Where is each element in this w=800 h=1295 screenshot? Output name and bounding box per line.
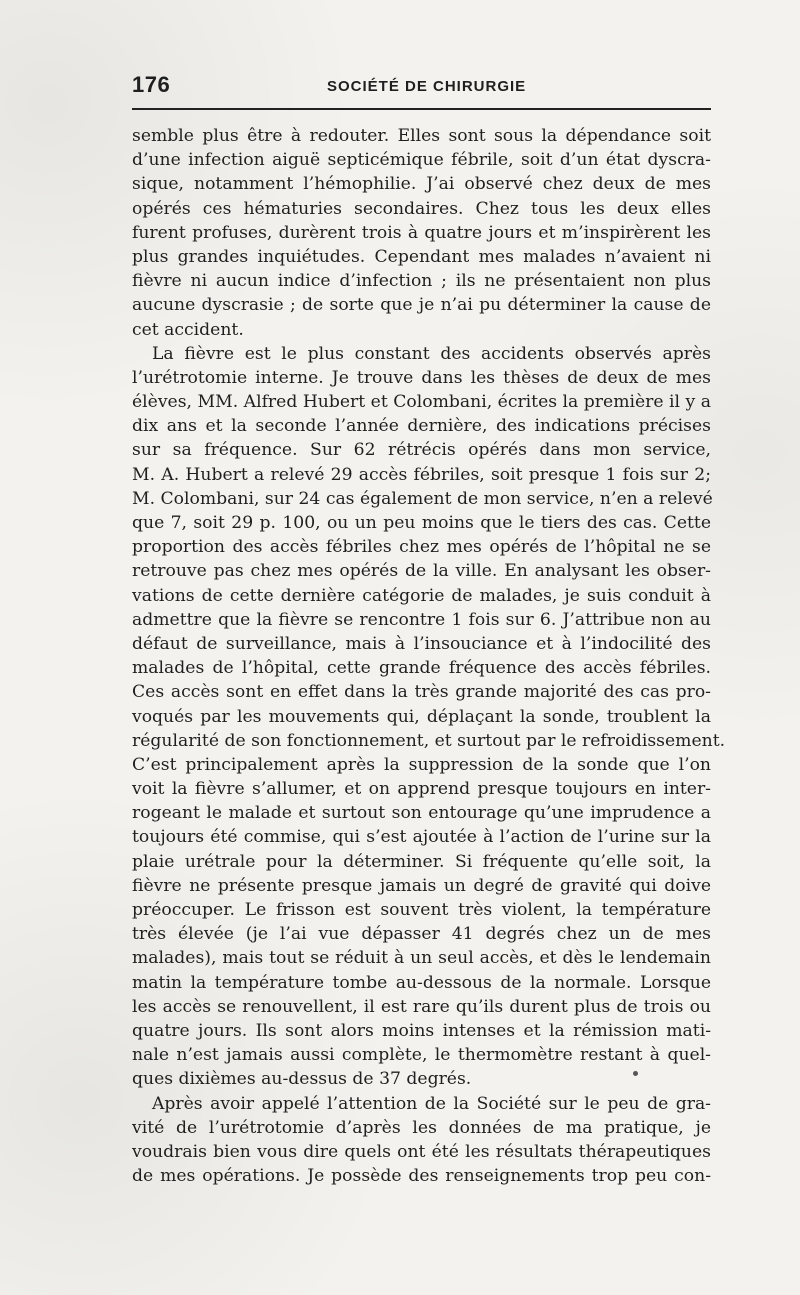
text-line: Ces accès sont en effet dans la très grande majorité des cas pro- — [132, 682, 711, 703]
text-line: aucune dyscrasie ; de sorte que je n’ai pu déterminer la cause de — [132, 295, 711, 316]
text-line: fièvre ni aucun indice d’infection ; ils ne présentaient non plus — [132, 271, 711, 292]
text-line: proportion des accès fébriles chez mes opérés de l’hôpital ne se — [132, 537, 711, 558]
text-line: préoccuper. Le frisson est souvent très violent, la température — [132, 900, 711, 920]
text-line: plus grandes inquiétudes. Cependant mes malades n’avaient ni — [132, 246, 711, 267]
text-line: très élevée (je l’ai vue dépasser 41 degrés chez un de mes — [132, 924, 711, 945]
text-line: admettre que la fièvre se rencontre 1 fois sur 6. J’attribue non au — [132, 609, 711, 630]
text-line: d’une infection aiguë septicémique fébrile, soit d’un état dyscra- — [132, 150, 711, 171]
paragraph-start-line: La fièvre est le plus constant des accidents observés après — [152, 343, 711, 364]
text-line: cet accident. — [132, 319, 244, 340]
header-rule — [132, 108, 711, 110]
ink-speck — [633, 1071, 638, 1076]
text-line: que 7, soit 29 p. 100, ou un peu moins que le tiers des cas. Cette — [132, 513, 711, 533]
text-line: rogeant le malade et surtout son entourage qu’une imprudence a — [132, 803, 711, 824]
text-line: M. A. Hubert a relevé 29 accès fébriles, soit presque 1 fois sur 2; — [132, 464, 711, 485]
text-line: ques dixièmes au-dessus de 37 degrés. — [132, 1069, 472, 1090]
text-line: de mes opérations. Je possède des renseignements trop peu con- — [132, 1166, 711, 1187]
text-line: voqués par les mouvements qui, déplaçant la sonde, troublent la — [132, 706, 711, 727]
text-line: voudrais bien vous dire quels ont été les résultats thérapeutiques — [132, 1141, 711, 1162]
text-line: plaie urétrale pour la déterminer. Si fréquente qu’elle soit, la — [132, 851, 711, 872]
text-line: vations de cette dernière catégorie de malades, je suis conduit à — [132, 585, 711, 606]
text-line: l’urétrotomie interne. Je trouve dans les thèses de deux de mes — [132, 367, 711, 388]
text-line: sique, notamment l’hémophilie. J’ai observé chez deux de mes — [132, 174, 711, 195]
text-line: quatre jours. Ils sont alors moins intenses et la rémission mati- — [132, 1020, 711, 1041]
text-line: C’est principalement après la suppression de la sonde que l’on — [132, 754, 711, 775]
text-line: les accès se renouvellent, il est rare qu’ils durent plus de trois ou — [132, 996, 711, 1017]
text-line: toujours été commise, qui s’est ajoutée à l’action de l’urine sur la — [132, 827, 711, 848]
text-line: fièvre ne présente presque jamais un degré de gravité qui doive — [132, 875, 711, 896]
text-line: sur sa fréquence. Sur 62 rétrécis opérés dans mon service, — [132, 440, 711, 461]
page-number: 176 — [132, 72, 171, 97]
text-line: opérés ces hématuries secondaires. Chez tous les deux elles — [132, 198, 711, 219]
text-line: vité de l’urétrotomie d’après les données de ma pratique, je — [132, 1117, 711, 1138]
text-line: retrouve pas chez mes opérés de la ville. En analysant les obser- — [132, 561, 711, 582]
text-line: régularité de son fonctionnement, et surtout par le refroidissement. — [132, 730, 726, 751]
text-line: furent profuses, durèrent trois à quatre jours et m’inspirèrent les — [132, 222, 711, 243]
text-line: malades de l’hôpital, cette grande fréquence des accès fébriles. — [132, 658, 711, 679]
text-line: M. Colombani, sur 24 cas également de mon service, n’en a relevé — [132, 488, 713, 509]
text-line: semble plus être à redouter. Elles sont sous la dépendance soit — [132, 126, 711, 146]
text-line: malades), mais tout se réduit à un seul accès, et dès le lendemain — [132, 948, 711, 969]
body-text — [132, 124, 726, 1188]
text-line: défaut de surveillance, mais à l’insouciance et à l’indocilité des — [132, 633, 711, 654]
text-line: voit la fièvre s’allumer, et on apprend presque toujours en inter- — [132, 779, 711, 800]
paragraph-start-line: Après avoir appelé l’attention de la Société sur le peu de gra- — [152, 1093, 711, 1114]
running-head: SOCIÉTÉ DE CHIRURGIE — [327, 78, 527, 95]
text-line: matin la température tombe au-dessous de la normale. Lorsque — [132, 972, 711, 993]
text-line: dix ans et la seconde l’année dernière, des indications précises — [132, 416, 711, 437]
text-line: nale n’est jamais aussi complète, le thermomètre restant à quel- — [132, 1045, 711, 1066]
text-line: élèves, MM. Alfred Hubert et Colombani, écrites la première il y a — [132, 392, 711, 413]
